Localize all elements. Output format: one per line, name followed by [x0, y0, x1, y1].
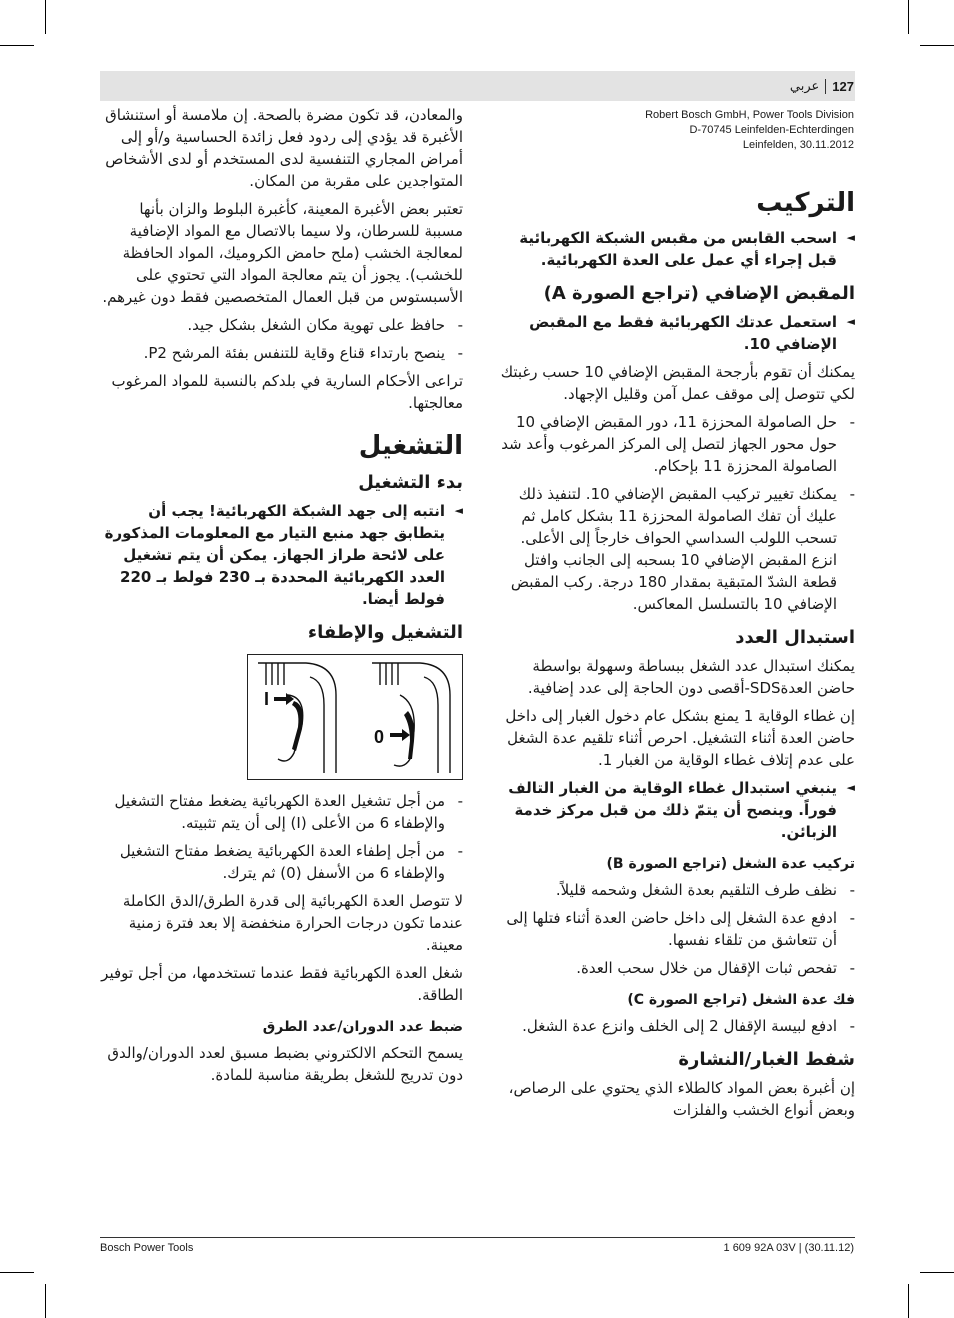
left-column [100, 104, 463, 1086]
footer-doc-number: 1 609 92A 03V | (30.11.12) [723, 1242, 854, 1254]
assembly-warning: ◄ اسحب القابس من مقبس الشبكة الكهربائية قبل إجراء أي عمل على العدة الكهربائية. [519, 229, 855, 269]
dust-extraction-title: شفط الغبار/النشارة [678, 1049, 855, 1070]
insert-tool-title: تركيب عدة الشغل (تراجع الصورة B) [606, 856, 855, 872]
crop-mark [0, 1272, 34, 1273]
paragraph: يمكنك أن تقوم بأرجحة المقبض الإضافي 10 حسب رغبتك لكي تتوصل إلى موقف عمل آمن وقليل الإجهاد. [500, 363, 855, 403]
speed-setting-title: ضبط عدد الدوران/عدد الطرق [262, 1019, 463, 1035]
list-item: - تفحص ثبات الإقفال من خلال سحب العدة. [576, 959, 855, 977]
list-item: - ادفع لبيسة الإقفال 2 إلى الخلف وانزع عدة الشغل. [522, 1017, 855, 1035]
crop-mark [45, 0, 46, 34]
dash-marker: - [849, 413, 855, 431]
warning-arrow-icon: ◄ [846, 781, 855, 794]
warning-arrow-icon: ◄ [846, 315, 855, 328]
crop-mark [920, 45, 954, 46]
switch-illustration [248, 655, 462, 779]
dash-marker: - [849, 959, 855, 977]
paragraph: يسمح التحكم الالكتروني بضبط مسبق لعدد الدوران/والدق دون تدريج للشغل بطريقة مناسبة للمادة. [107, 1044, 463, 1084]
warning-arrow-icon: ◄ [454, 504, 463, 517]
page-tag [790, 71, 854, 101]
list-item: - من أجل إطفاء العدة الكهربائية يضغط مفتاح التشغيل والإطفاء 6 من الأسفل (0) ثم يترك. [119, 842, 463, 882]
dash-marker: - [849, 1017, 855, 1035]
tool-change-warning: ◄ ينبغي استبدال غطاء الوقاية من الغبار التالف فوراً. وينصح أن يتمّ ذلك من قبل مركز خدمة الزبائن. [508, 779, 855, 841]
dash-marker: - [457, 316, 463, 334]
paragraph: إن أغبرة بعض المواد كالطلاء الذي يحتوي على الرصاص، وبعض أنواع الخشب والفلزات [508, 1079, 855, 1119]
paragraph: والمعادن، قد تكون مضرة بالصحة. إن ملامسة أو استنشاق الأغبرة قد يؤدي إلى ردود فعل زائدة الحساسية و/أو إلى أمراض المجاري التنفسية لدى المستخدم أو لدى الأشخاص المتواجدين على مقربة من المكان. [105, 106, 463, 190]
paragraph: إن غطاء الوقاية 1 يمنع بشكل عام دخول الغبار إلى داخل حاضن العدة أثناء التشغيل. احرص أثناء تلقيم عدة الشغل على عدم إتلاف غطاء الوقاية من الغبار 1. [505, 707, 855, 769]
paragraph: لا تتوصل العدة الكهربائية إلى قدرة الطرق/الدق الكاملة عندما تكون درجات الحرارة منخفضة إلا بعد فترة زمنية معينة. [122, 892, 463, 954]
paragraph: تراعى الأحكام السارية في بلدكم بالنسبة للمواد المرغوب معالجتها. [111, 372, 463, 412]
aux-handle-title: المقبض الإضافي (تراجع الصورة A) [543, 283, 855, 304]
arrow-icon [390, 729, 410, 741]
footer-brand: Bosch Power Tools [100, 1242, 194, 1254]
list-item: - حل الصامولة المحززة 11، دور المقبض الإضافي 10 حول محور الجهاز لتصل إلى المركز المرغوب وأعد شد الصامولة المحززة 11 بإحكام. [501, 413, 855, 475]
operation-title: التشغيل [358, 431, 463, 461]
assembly-title: التركيب [756, 188, 855, 218]
page-number: 127 [825, 79, 854, 94]
paragraph: تعتبر بعض الأغبرة المعينة، كأغبرة البلوط والزان بأنها مسببة للسرطان، ولا سيما بالاتصال مع المواد الإضافية لمعالجة الخشب (ملح حامض الكروميك، المواد الحافظة للخشب). يجوز أن يتم معالجة المواد التي تحتوي على الأسبستوس من قبل العمال المتخصصين فقط دون غيرهم. [102, 200, 463, 306]
dash-marker: - [849, 881, 855, 899]
list-item: - ينصح بارتداء قناع وقاية للتنفس بفئة المرشح P2. [143, 344, 463, 362]
warning-arrow-icon: ◄ [846, 231, 855, 244]
crop-mark [908, 0, 909, 34]
startup-title: بدء التشغيل [358, 472, 463, 493]
page-language: عربي [789, 78, 820, 93]
list-item: - حافظ على تهوية مكان الشغل بشكل جيد. [187, 316, 463, 334]
on-off-switch-figure [247, 654, 463, 780]
crop-mark [0, 45, 34, 46]
dash-marker: - [457, 792, 463, 810]
arrow-icon [274, 693, 294, 705]
crop-mark [908, 1284, 909, 1318]
remove-tool-title: فك عدة الشغل (تراجع الصورة C) [627, 992, 855, 1008]
company-line: D-70745 Leinfelden-Echterdingen [689, 124, 854, 136]
switch-off-label: 0 [374, 727, 385, 747]
on-off-title: التشغيل والإطفاء [307, 622, 463, 643]
company-address [554, 108, 854, 153]
tool-change-title: استبدال العدد [735, 627, 855, 648]
right-column [492, 185, 855, 1121]
company-line: Robert Bosch GmbH, Power Tools Division [645, 109, 854, 121]
switch-on-label: I [264, 689, 270, 709]
dash-marker: - [849, 909, 855, 927]
dash-marker: - [849, 485, 855, 503]
dash-marker: - [457, 344, 463, 362]
aux-handle-warning: ◄ استعمل عدتك الكهربائية فقط مع المقبض الإضافي 10. [529, 313, 855, 353]
list-item: - نظف طرف التلقيم بعدة الشغل وشحمه قليلاً. [555, 881, 855, 899]
crop-mark [45, 1284, 46, 1318]
paragraph: يمكنك استبدال عدد الشغل ببساطة وسهولة بواسطة حاضن العدةSDS-أقصى دون الحاجة إلى عدد إضافية. [527, 657, 855, 697]
paragraph: شغل العدة الكهربائية فقط عندما تستخدمها، من أجل توفير الطاقة. [101, 964, 463, 1004]
header-bar [100, 71, 855, 101]
list-item: - يمكنك تغيير تركيب المقبض الإضافي 10. لتنفيذ ذلك عليك أن تفك الصامولة المحززة 11 بشكل كامل ثم تسحب اللولب السداسي الحواف خارجاً إلى الأعلى. انزع المقبض الإضافي 10 بسحبه إلى الجانب وافتل قطعة الشدّ المتبقية بمقدار 180 درجة. ركب المقبض الإضافي 10 بالتسلسل المعاكس. [510, 485, 855, 613]
startup-warning: ◄ انتبه إلى جهد الشبكة الكهربائية! يجب أن يتطابق جهد منبع التيار مع المعلومات المذكورة على لائحة طراز الجهاز. يمكن أن يتم تشغيل العدد الكهربائية المحددة بـ 230 فولط بـ 220 فولط أيضا. [104, 502, 463, 608]
company-line: Leinfelden, 30.11.2012 [742, 139, 854, 151]
footer-divider [100, 1237, 855, 1238]
list-item: - من أجل تشغيل العدة الكهربائية يضغط مفتاح التشغيل والإطفاء 6 من الأعلى (I) إلى أن يتم تثبيته. [114, 792, 463, 832]
list-item: - ادفع عدة الشغل إلى داخل حاضن العدة أثناء فتلها إلى أن تتعاشق من تلقاء نفسها. [506, 909, 855, 949]
crop-mark [920, 1272, 954, 1273]
dash-marker: - [457, 842, 463, 860]
